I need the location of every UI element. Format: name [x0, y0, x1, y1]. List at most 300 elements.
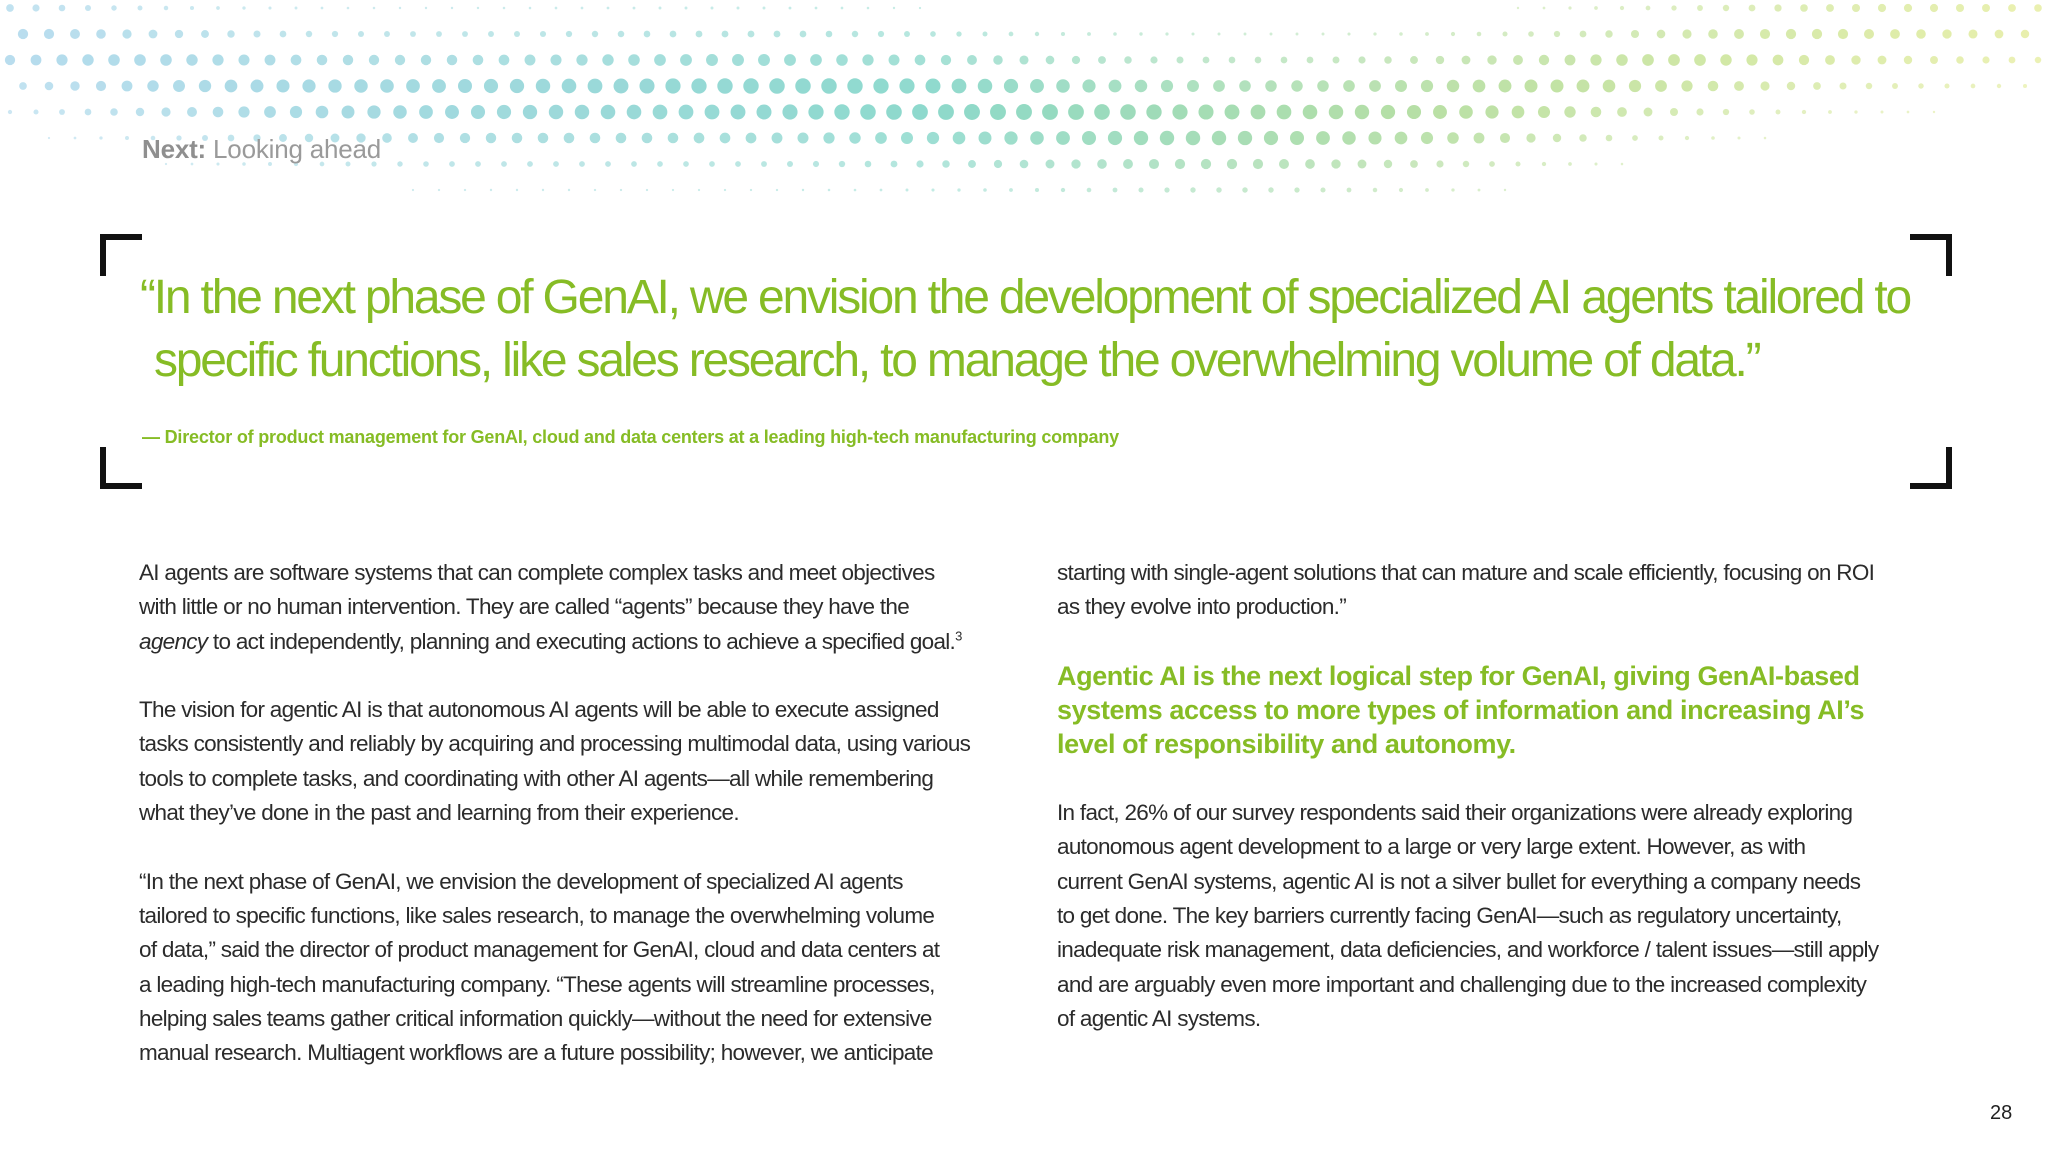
decorative-dot — [631, 161, 637, 167]
decorative-dot — [1478, 189, 1481, 192]
decorative-dot — [930, 31, 936, 37]
decorative-dot — [291, 55, 302, 66]
decorative-dot — [628, 54, 640, 66]
pull-quote-line: specific functions, like sales research, to manage the overwhelming volume of data.” — [154, 334, 1760, 387]
decorative-dot — [1918, 83, 1923, 88]
decorative-dot — [1198, 104, 1213, 119]
decorative-dot — [836, 54, 848, 66]
decorative-dot — [342, 106, 355, 119]
decorative-dot — [1087, 188, 1092, 193]
decorative-dot — [1629, 80, 1641, 92]
decorative-dot — [1316, 131, 1330, 145]
decorative-dot — [1553, 134, 1561, 142]
decorative-dot — [538, 133, 549, 144]
decorative-dot — [1786, 29, 1796, 39]
highlight-callout — [1057, 659, 1937, 762]
decorative-dot — [994, 160, 1002, 168]
decorative-dot — [685, 7, 688, 10]
decorative-dot — [1216, 187, 1221, 192]
decorative-dot — [1616, 54, 1628, 66]
decorative-dot — [1489, 161, 1495, 167]
decorative-dot — [1916, 29, 1926, 39]
decorative-dot — [99, 136, 102, 139]
decorative-dot — [1094, 104, 1110, 120]
decorative-dot — [1878, 4, 1886, 12]
decorative-dot — [125, 136, 129, 140]
decorative-dot — [1347, 188, 1352, 193]
decorative-dot — [1944, 83, 1949, 88]
decorative-dot — [1201, 159, 1211, 169]
decorative-dot — [1696, 108, 1703, 115]
decorative-dot — [1042, 104, 1058, 120]
decorative-dot — [525, 55, 536, 66]
decorative-dot — [1030, 131, 1044, 145]
decorative-dot — [1009, 32, 1014, 37]
decorative-dot — [1035, 32, 1039, 36]
decorative-dot — [1500, 133, 1510, 143]
decorative-dot — [161, 107, 170, 116]
text-run: to act independently, planning and executing actions to achieve a specified goal. — [207, 628, 956, 654]
decorative-dot — [993, 55, 1002, 64]
decorative-dot — [964, 104, 980, 120]
decorative-dot — [149, 30, 158, 39]
decorative-dot — [1407, 105, 1421, 119]
decorative-dot — [1255, 57, 1262, 64]
decorative-dot — [1020, 160, 1029, 169]
decorative-dot — [1358, 56, 1365, 63]
text-line: AI agents are software systems that can complete complex tasks and meet objectives — [139, 560, 935, 585]
decorative-dot — [841, 7, 844, 10]
decorative-dot — [1933, 111, 1935, 113]
decorative-dot — [1425, 32, 1429, 36]
decorative-dot — [1568, 6, 1571, 9]
decorative-dot — [108, 54, 120, 66]
decorative-dot — [1369, 80, 1381, 92]
decorative-dot — [1543, 7, 1546, 10]
decorative-dot — [173, 80, 185, 92]
decorative-dot — [1229, 57, 1236, 64]
decorative-dot — [562, 79, 577, 94]
decorative-dot — [886, 104, 902, 120]
decorative-dot — [642, 133, 653, 144]
decorative-dot — [952, 79, 967, 94]
decorative-dot — [860, 104, 876, 120]
decorative-dot — [1358, 160, 1367, 169]
decorative-dot — [731, 105, 746, 120]
decorative-dot — [516, 189, 518, 191]
decorative-dot — [251, 80, 264, 93]
decorative-dot — [32, 4, 39, 11]
decorative-dot — [769, 78, 784, 93]
decorative-dot — [1681, 80, 1692, 91]
decorative-dot — [242, 6, 245, 9]
decorative-dot — [410, 31, 416, 37]
decorative-dot — [1291, 80, 1302, 91]
dot-pattern-decoration — [0, 0, 2048, 215]
decorative-dot — [1146, 104, 1161, 119]
text-line: “In the next phase of GenAI, we envision the development of specialized AI agents — [139, 868, 903, 894]
decorative-dot — [1485, 105, 1498, 118]
decorative-dot — [354, 79, 367, 92]
decorative-dot — [484, 79, 498, 93]
decorative-dot — [852, 31, 858, 37]
decorative-dot — [916, 160, 923, 167]
decorative-dot — [1009, 188, 1013, 192]
decorative-dot — [1644, 108, 1653, 117]
decorative-dot — [201, 30, 209, 38]
decorative-dot — [425, 7, 427, 9]
decorative-dot — [1930, 56, 1938, 64]
decorative-dot — [1459, 105, 1473, 119]
decorative-dot — [1451, 188, 1454, 191]
decorative-dot — [1244, 33, 1247, 36]
decorative-dot — [1590, 54, 1601, 65]
footnote-reference[interactable]: 3 — [955, 628, 962, 644]
decorative-dot — [1046, 56, 1055, 65]
decorative-dot — [1737, 136, 1740, 139]
decorative-dot — [1068, 104, 1084, 120]
decorative-dot — [1436, 160, 1443, 167]
decorative-dot — [750, 189, 752, 191]
decorative-dot — [382, 133, 392, 143]
decorative-dot — [253, 30, 260, 37]
quote-bracket-bottom-right — [1910, 447, 1952, 489]
decorative-dot — [59, 109, 65, 115]
decorative-dot — [1685, 136, 1689, 140]
quote-bracket-top-left — [100, 234, 142, 276]
decorative-dot — [536, 79, 550, 93]
decorative-dot — [1433, 105, 1447, 119]
decorative-dot — [873, 78, 888, 93]
decorative-dot — [1539, 55, 1549, 65]
decorative-dot — [438, 189, 440, 191]
decorative-dot — [968, 160, 976, 168]
decorative-dot — [823, 132, 834, 143]
decorative-dot — [74, 137, 77, 140]
decorative-dot — [1138, 187, 1143, 192]
decorative-dot — [1542, 162, 1546, 166]
decorative-dot — [6, 4, 14, 12]
decorative-dot — [514, 31, 520, 37]
decorative-dot — [1878, 56, 1887, 65]
decorative-dot — [607, 7, 610, 10]
decorative-dot — [1436, 56, 1444, 64]
decorative-dot — [670, 31, 677, 38]
decorative-dot — [473, 55, 484, 66]
decorative-dot — [1956, 4, 1964, 12]
decorative-dot — [306, 31, 312, 37]
decorative-dot — [1802, 110, 1806, 114]
decorative-dot — [978, 79, 993, 94]
decorative-dot — [540, 31, 546, 37]
decorative-dot — [957, 188, 960, 191]
decorative-dot — [1395, 80, 1407, 92]
decorative-dot — [1135, 80, 1148, 93]
decorative-dot — [1655, 80, 1667, 92]
decorative-dot — [1526, 133, 1535, 142]
decorative-dot — [384, 31, 390, 37]
decorative-dot — [1474, 133, 1485, 144]
decorative-dot — [1290, 131, 1304, 145]
decorative-dot — [761, 161, 767, 167]
decorative-dot — [605, 161, 611, 167]
decorative-dot — [451, 7, 453, 9]
decorative-dot — [1384, 160, 1392, 168]
decorative-dot — [2009, 57, 2016, 64]
decorative-dot — [1659, 136, 1664, 141]
decorative-dot — [1279, 159, 1289, 169]
decorative-dot — [1463, 161, 1469, 167]
decorative-dot — [408, 133, 418, 143]
decorative-dot — [227, 30, 234, 37]
decorative-dot — [1191, 32, 1194, 35]
decorative-dot — [756, 104, 771, 119]
decorative-dot — [1253, 159, 1263, 169]
decorative-dot — [659, 7, 662, 10]
decorative-dot — [1212, 131, 1226, 145]
decorative-dot — [614, 79, 629, 94]
decorative-dot — [1568, 162, 1572, 166]
decorative-dot — [862, 54, 873, 65]
decorative-dot — [1594, 6, 1598, 10]
decorative-dot — [826, 31, 833, 38]
decorative-dot — [31, 55, 42, 66]
decorative-dot — [358, 31, 364, 37]
decorative-dot — [646, 189, 648, 191]
decorative-dot — [1384, 56, 1392, 64]
decorative-dot — [555, 7, 558, 10]
decorative-dot — [432, 79, 446, 93]
decorative-dot — [1525, 80, 1538, 93]
decorative-dot — [1502, 31, 1507, 36]
decorative-dot — [1942, 29, 1951, 38]
decorative-dot — [2021, 30, 2029, 38]
decorative-dot — [1004, 131, 1017, 144]
paragraph — [139, 556, 1019, 659]
decorative-dot — [1839, 82, 1846, 89]
text-line: Agentic AI is the next logical step for GenAI, giving GenAI-based — [1057, 660, 1860, 691]
text-line: The vision for agentic AI is that autonomous AI agents will be able to execute assigned — [139, 697, 939, 723]
decorative-dot — [1139, 32, 1142, 35]
decorative-dot — [1087, 32, 1091, 36]
decorative-dot — [821, 78, 836, 93]
decorative-dot — [839, 161, 845, 167]
decorative-dot — [471, 105, 485, 119]
decorative-dot — [1851, 55, 1860, 64]
decorative-dot — [1187, 80, 1199, 92]
decorative-dot — [1320, 187, 1325, 192]
decorative-dot — [581, 7, 584, 10]
decorative-dot — [529, 7, 532, 10]
decorative-dot — [1373, 32, 1376, 35]
decorative-dot — [264, 106, 276, 118]
decorative-dot — [1723, 109, 1729, 115]
text-line: a leading high-tech manufacturing company. “These agents will streamline processes, — [139, 971, 935, 997]
decorative-dot — [1538, 106, 1550, 118]
decorative-dot — [122, 29, 131, 38]
decorative-dot — [268, 6, 271, 9]
decorative-dot — [720, 133, 731, 144]
decorative-dot — [772, 133, 783, 144]
decorative-dot — [1997, 84, 2001, 88]
decorative-dot — [1175, 159, 1185, 169]
decorative-dot — [983, 188, 987, 192]
decorative-dot — [1825, 55, 1835, 65]
decorative-dot — [709, 161, 715, 167]
decorative-dot — [1551, 80, 1564, 93]
decorative-dot — [956, 31, 961, 36]
decorative-dot — [568, 189, 570, 191]
decorative-dot — [1838, 29, 1848, 39]
decorative-dot — [893, 7, 895, 9]
decorative-dot — [746, 133, 757, 144]
decorative-dot — [901, 132, 913, 144]
decorative-dot — [1186, 131, 1200, 145]
page-number: 28 — [1990, 1102, 2013, 1124]
decorative-dot — [594, 189, 596, 191]
decorative-dot — [1425, 188, 1429, 192]
text-line: tailored to specific functions, like sales research, to manage the overwhelming volume — [139, 902, 935, 928]
decorative-dot — [1720, 54, 1731, 65]
decorative-dot — [1620, 6, 1624, 10]
decorative-dot — [1517, 7, 1519, 9]
decorative-dot — [1734, 81, 1744, 91]
decorative-dot — [942, 160, 950, 168]
decorative-dot — [579, 161, 585, 167]
decorative-dot — [1333, 57, 1340, 64]
decorative-dot — [653, 105, 668, 120]
decorative-dot — [810, 54, 822, 66]
decorative-dot — [447, 55, 457, 65]
decorative-dot — [1907, 111, 1910, 114]
decorative-dot — [1172, 104, 1187, 119]
decorative-dot — [1930, 4, 1938, 12]
decorative-dot — [1646, 6, 1651, 11]
text-line: what they’ve done in the past and learning from their experience. — [139, 800, 739, 826]
decorative-dot — [787, 161, 793, 167]
decorative-dot — [1774, 4, 1781, 11]
decorative-dot — [639, 78, 654, 93]
decorative-dot — [575, 105, 590, 120]
decorative-dot — [419, 105, 433, 119]
decorative-dot — [2035, 57, 2042, 64]
decorative-dot — [867, 7, 870, 10]
decorative-dot — [1787, 82, 1795, 90]
decorative-dot — [722, 31, 729, 38]
next-label: Next: — [142, 134, 207, 164]
decorative-dot — [1342, 131, 1355, 144]
decorative-dot — [1866, 83, 1872, 89]
text-line: level of responsibility and autonomy. — [1057, 729, 1516, 760]
decorative-dot — [665, 78, 680, 93]
decorative-dot — [1711, 136, 1715, 140]
decorative-dot — [1708, 81, 1719, 92]
decorative-dot — [1421, 80, 1433, 92]
decorative-dot — [1603, 80, 1616, 93]
decorative-dot — [332, 31, 338, 37]
decorative-dot — [1723, 5, 1729, 11]
decorative-dot — [70, 29, 80, 39]
decorative-dot — [423, 161, 429, 167]
decorative-dot — [1213, 80, 1225, 92]
decorative-dot — [705, 105, 720, 120]
decorative-dot — [160, 54, 172, 66]
decorative-dot — [1268, 187, 1273, 192]
text-line: systems access to more types of information and increasing AI’s — [1057, 695, 1865, 726]
decorative-dot — [789, 7, 792, 10]
decorative-dot — [497, 105, 511, 119]
decorative-dot — [1082, 131, 1096, 145]
decorative-dot — [1760, 29, 1770, 39]
decorative-dot — [1968, 29, 1977, 38]
decorative-dot — [1682, 29, 1691, 38]
decorative-dot — [732, 54, 744, 66]
decorative-dot — [797, 132, 808, 143]
decorative-dot — [499, 55, 510, 66]
decorative-dot — [1203, 57, 1210, 64]
decorative-dot — [44, 29, 54, 39]
decorative-dot — [1004, 79, 1018, 93]
decorative-dot — [967, 55, 977, 65]
text-line: current GenAI systems, agentic AI is not a silver bullet for everything a company needs — [1057, 868, 1861, 894]
decorative-dot — [1165, 32, 1168, 35]
decorative-dot — [724, 189, 726, 191]
decorative-dot — [904, 31, 910, 37]
text-line: tasks consistently and reliably by acquiring and processing multimodal data, using various — [139, 731, 971, 757]
decorative-dot — [56, 54, 67, 65]
decorative-dot — [1565, 55, 1576, 66]
decorative-dot — [657, 161, 663, 167]
decorative-dot — [1305, 159, 1315, 169]
next-section-link[interactable] — [142, 134, 381, 165]
decorative-dot — [1218, 33, 1221, 36]
decorative-dot — [186, 54, 197, 65]
decorative-dot — [317, 55, 328, 66]
decorative-dot — [1854, 110, 1857, 113]
decorative-dot — [1399, 188, 1403, 192]
decorative-dot — [464, 189, 466, 191]
decorative-dot — [45, 82, 54, 91]
decorative-dot — [1591, 107, 1602, 118]
decorative-dot — [369, 55, 379, 65]
decorative-dot — [800, 31, 807, 38]
decorative-dot — [1451, 32, 1455, 36]
decorative-dot — [265, 55, 276, 66]
decorative-dot — [1265, 80, 1277, 92]
quote-attribution: — Director of product management for GenAI, cloud and data centers at a leading high-tech manufacturing company — [142, 427, 1119, 447]
decorative-dot — [85, 5, 91, 11]
decorative-dot — [1347, 32, 1350, 35]
decorative-dot — [397, 161, 402, 166]
decorative-dot — [1030, 79, 1044, 93]
decorative-dot — [602, 54, 613, 65]
decorative-dot — [616, 133, 627, 144]
decorative-dot — [1671, 5, 1676, 10]
decorative-dot — [1264, 131, 1278, 145]
decorative-dot — [1971, 84, 1976, 89]
text-line: of agentic AI systems. — [1057, 1005, 1261, 1031]
decorative-dot — [1355, 105, 1369, 119]
decorative-dot — [1799, 55, 1809, 65]
decorative-dot — [70, 81, 79, 90]
decorative-dot — [698, 189, 700, 191]
text-line: and are arguably even more important and challenging due to the increased complexity — [1057, 971, 1867, 997]
decorative-dot — [1294, 187, 1299, 192]
decorative-dot — [1606, 135, 1613, 142]
decorative-dot — [878, 31, 884, 37]
decorative-dot — [523, 105, 537, 119]
decorative-dot — [134, 54, 146, 66]
